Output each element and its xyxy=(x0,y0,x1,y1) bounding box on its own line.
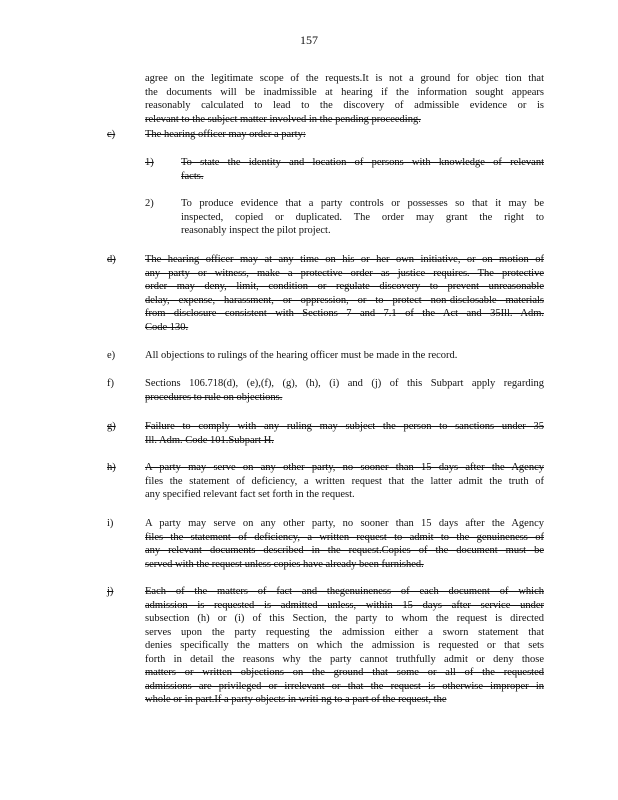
text-line: reasonably calculated to lead to the discovery of admissible evidence or is xyxy=(145,100,544,111)
text-line: from disclosure consistent with Sections 7 and 7.1 of the Act and 35Ill. Adm. xyxy=(145,308,544,319)
page-number: 157 xyxy=(300,33,318,47)
text-line: Each of the matters of fact and thegenuineness of each document of which xyxy=(145,586,544,597)
text-line: To produce evidence that a party controls or possesses so that it may be xyxy=(181,198,544,209)
text-line: Failure to comply with any ruling may subject the person to sanctions under 35 xyxy=(145,421,544,432)
text-line: the documents will be inadmissible at hearing if the information sought appears xyxy=(145,86,544,98)
text-line: serves upon the party requesting the admission either a sworn statement that xyxy=(145,626,544,638)
paragraph-label: c) xyxy=(107,129,116,140)
text-line: All objections to rulings of the hearing officer must be made in the record. xyxy=(145,350,458,361)
text-line: files the statement of deficiency, a written request to admit to the genuineness of xyxy=(145,531,544,543)
text-line: any relevant documents described in the request.Copies of the document must be xyxy=(145,545,544,556)
paragraph-label: h) xyxy=(107,462,116,473)
paragraph-label: d) xyxy=(107,254,116,265)
text-line: order may deny, limit, condition or regulate discovery to prevent unreasonable xyxy=(145,281,544,292)
paragraph-label: i) xyxy=(107,518,114,529)
text-line: subsection (h) or (i) of this Section, the party to whom the request is directed xyxy=(145,613,544,624)
text-line: A party may serve on any other party, no sooner than 15 days after the Agency xyxy=(145,462,544,473)
text-line: relevant to the subject matter involved in the pending proceeding. xyxy=(145,113,421,125)
paragraph-label: f) xyxy=(107,378,114,389)
text-line: forth in detail the reasons why the party cannot truthfully admit or deny those xyxy=(145,653,544,665)
text-line: facts. xyxy=(181,170,204,182)
text-line: inspected, copied or duplicated. The order may grant the right to xyxy=(181,211,544,223)
text-line: The hearing officer may at any time on his or her own initiative, or on motion of xyxy=(145,254,544,265)
paragraph-label: j) xyxy=(107,586,114,597)
text-line: To state the identity and location of persons with knowledge of relevant xyxy=(181,157,544,168)
text-line: Ill. Adm. Code 101.Subpart H. xyxy=(145,434,274,446)
text-line: A party may serve on any other party, no sooner than 15 days after the Agency xyxy=(145,518,544,529)
text-line: any specified relevant fact set forth in the request. xyxy=(145,489,355,500)
text-line: delay, expense, harassment, or oppression, or to protect non-disclosable materials xyxy=(145,294,544,306)
text-line: denies specifically the matters on which the admission is requested or that sets xyxy=(145,640,544,651)
paragraph-label: 1) xyxy=(145,157,154,168)
text-line: Code 130. xyxy=(145,321,189,333)
text-line: Sections 106.718(d), (e),(f), (g), (h), (i) and (j) of this Subpart apply regarding xyxy=(145,378,544,389)
text-line: whole or in part.If a party objects in writi ng to a part of the request, the xyxy=(145,694,447,705)
paragraph-label: g) xyxy=(107,421,116,432)
text-line: admissions are privileged or irrelevant or that the request is otherwise improper in xyxy=(145,680,544,692)
text-line: agree on the legitimate scope of the requests.It is not a ground for objec tion that xyxy=(145,73,544,84)
text-line: files the statement of deficiency, a written request that the latter admit the truth of xyxy=(145,475,544,487)
text-line: procedures to rule on objections. xyxy=(145,391,283,403)
paragraph-label: e) xyxy=(107,350,116,361)
text-line: any party or witness, make a protective order as justice requires. The protective xyxy=(145,267,544,279)
text-line: reasonably inspect the pilot project. xyxy=(181,225,331,236)
text-line: served with the request unless copies have already been furnished. xyxy=(145,558,424,570)
text-line: admission is requested is admitted unless, within 15 days after service under xyxy=(145,599,544,611)
text-line: The hearing officer may order a party: xyxy=(145,129,306,140)
paragraph-label: 2) xyxy=(145,198,154,209)
text-line: matters or written objections on the ground that some or all of the requested xyxy=(145,667,544,678)
